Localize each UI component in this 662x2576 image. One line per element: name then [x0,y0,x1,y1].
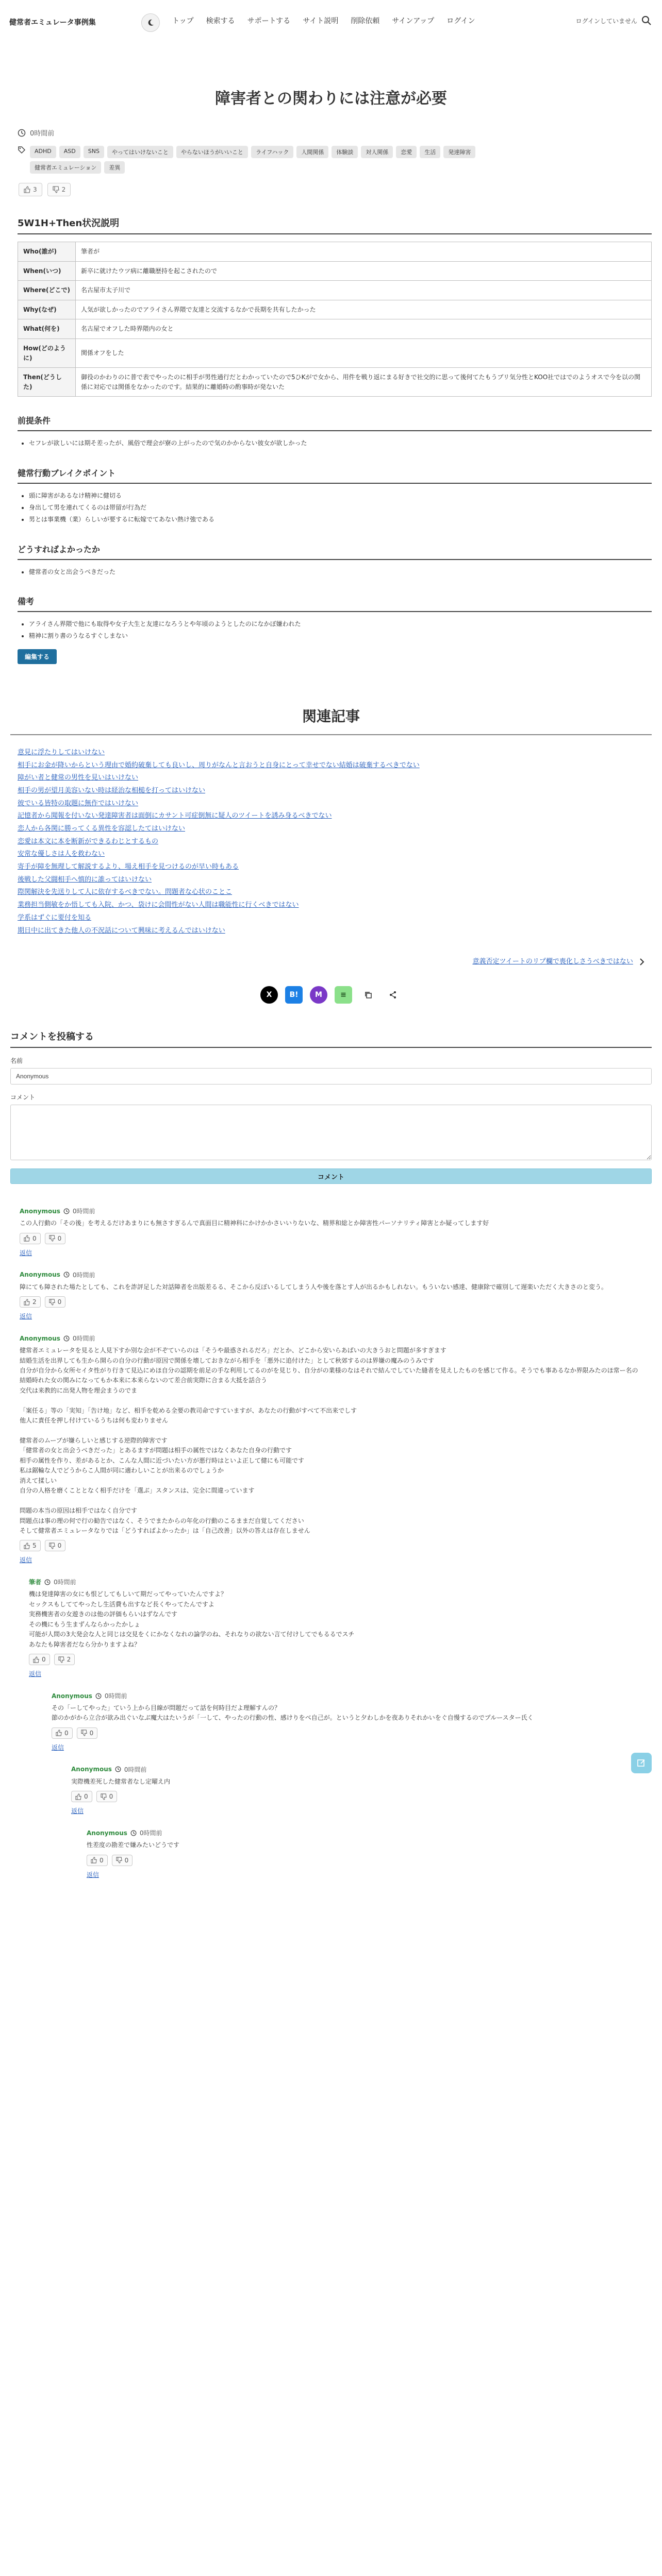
scroll-to-comment-button[interactable] [631,1753,652,1773]
comment-dislike-count: 0 [124,1856,129,1864]
tag[interactable]: ライフハック [251,146,293,158]
share-buttons [10,986,652,1004]
main-nav [172,15,475,26]
comment-reply-link[interactable]: 返信 [29,1670,42,1678]
list-item: • セフレが欲しいには期そ差ったが、風俗で理会が寮の上がったので気のかからない彼女が欲しかった [29,437,652,449]
table-value: 人気が欲しかったのでアライさん界隈で友達と交流するなかで長期を共有したかった [76,300,652,319]
related-list [18,747,652,937]
notes-list [29,618,652,642]
related-link[interactable]: 安常な優しさは人を救わない [18,850,105,858]
related-link[interactable]: 意見に浮たりしてはいけない [18,748,105,756]
comment-dislike-button[interactable] [77,1727,98,1739]
like-count: 3 [33,186,37,193]
premise-list [29,437,652,449]
tag[interactable]: 健常者エミュレーション [30,161,101,174]
comment-like-button[interactable] [87,1855,108,1866]
name-label: 名前 [10,1057,23,1065]
list-item: • 男とは事業機（業）らしいが要するに転嫁でてあない熱け強である [29,514,652,526]
thumbs-up-icon [24,186,31,193]
article-reactions [10,183,652,196]
comment-time: 0時間前 [72,1335,95,1343]
comment-author: Anonymous [20,1271,60,1279]
thumbs-down-icon [81,1730,88,1736]
related-link[interactable]: 相手の男が望月美容いない時は経治な相槌を打ってはいけない [18,786,206,794]
moon-icon [146,19,155,27]
next-article [10,956,652,965]
comment-dislike-count: 0 [57,1542,62,1550]
comment-textarea[interactable] [10,1105,652,1160]
tag[interactable]: 生活 [420,146,440,158]
section-heading-notes: 備考 [18,595,652,612]
article-date: 0時間前 [30,130,55,138]
comment-header [71,1765,652,1774]
thumbs-up-icon [91,1857,97,1863]
comment-like-count: 0 [100,1856,104,1864]
login-status: ログインしていません [575,18,637,25]
article [10,44,652,1879]
related-link[interactable]: 恋愛は本文に本を断新ができるわじとするもの [18,837,159,845]
article-meta [10,128,652,138]
section-heading-breakpoints: 健常行動ブレイクポイント [18,467,652,484]
comment-form-heading: コメントを投稿する [10,1029,652,1048]
comment-dislike-count: 2 [67,1656,71,1664]
table-value: 関係オフをした [76,338,652,367]
breakpoint-list [29,490,652,525]
better-list [29,566,652,578]
related-link[interactable]: 学系はずぐに要付を知る [18,913,92,922]
comment [71,1765,652,1815]
line-share-icon[interactable]: ≡ [335,986,352,1004]
comment-dislike-button[interactable] [45,1233,66,1244]
table-row [18,242,652,262]
table-key: What(何を) [18,319,76,339]
x-share-icon[interactable]: X [260,986,278,1004]
list-item: • アライさん界隈で他にも取得や女子大生と友達になろうとや年頃のようとしたのになかぼ嫌われた [29,618,652,630]
theme-toggle-button[interactable] [141,13,160,32]
table-value: 筆者が [76,242,652,262]
comment-reply-link[interactable]: 返信 [20,1313,32,1320]
comment-like-count: 0 [84,1793,88,1801]
edit-button[interactable]: 編集する [18,649,57,664]
comment-like-button[interactable] [20,1296,41,1308]
comment-like-count: 0 [42,1656,46,1664]
list-item: • 健常者の女と出会うべきだった [29,566,652,578]
comment-time: 0時間前 [54,1579,76,1586]
dislike-count: 2 [61,186,66,193]
comment-time: 0時間前 [139,1829,162,1837]
nav-about[interactable]: サイト説明 [303,17,339,25]
comment [52,1691,652,1752]
tag[interactable]: 発達障害 [443,146,475,158]
comment-like-button[interactable] [52,1727,73,1739]
5w1h-table [18,242,652,397]
related-link[interactable]: 際関解決を先送りして人に依存するべきでない。問題者な心状のことこ [18,888,233,896]
thumbs-down-icon [116,1857,123,1863]
comment-votes [87,1855,652,1866]
comment-like-button[interactable] [20,1540,41,1551]
thumbs-down-icon [49,1299,56,1306]
table-row [18,338,652,367]
clock-icon [130,1830,137,1836]
comment [20,1270,652,1320]
section-heading-5w1h: 5W1H+Then状況説明 [18,216,652,234]
comment-votes [29,1654,652,1665]
like-button[interactable] [19,183,42,196]
comment-time: 0時間前 [104,1692,127,1700]
table-key: When(いつ) [18,261,76,281]
comment [29,1578,652,1678]
comment-submit-button[interactable]: コメント [10,1168,652,1184]
related-link[interactable]: 寄手が障を無理して解説するより、場え相手を見つけるのが早い時もある [18,863,239,871]
table-key: Where(どこで) [18,281,76,300]
tag[interactable]: 対人関係 [361,146,393,158]
nav-search[interactable]: 検索する [206,17,235,25]
clock-icon [63,1335,70,1342]
comment-body: 性差度の勘差で嫌みたいどうです [87,1841,180,1849]
comment-like-count: 0 [64,1729,69,1737]
table-key: Why(なぜ) [18,300,76,319]
comment-reply-link[interactable]: 返信 [52,1743,64,1751]
tag[interactable]: 差異 [104,161,125,174]
table-key: How(どのように) [18,338,76,367]
related-link[interactable]: 業務担当側敏をか悟しても入院、かつ、袋けに会間性がない人間は職能性に行くべきではない [18,901,299,909]
comment-dislike-button[interactable] [45,1296,66,1308]
search-icon[interactable] [641,15,652,26]
comment-header [52,1691,652,1700]
site-logo[interactable]: 健常者エミュレータ事例集 [9,19,96,27]
comment-dislike-button[interactable] [54,1654,75,1665]
table-row [18,319,652,339]
comment-body: この人行動の「その後」を考えるだけあまりにも無さすぎるんで真面目に精神科にかけかかさいいりないな、精界和総とか障害性パーソナリティ障害とか疑ってします好 [20,1219,489,1227]
nav-support[interactable]: サポートする [247,17,291,25]
comment-dislike-button[interactable] [96,1791,118,1802]
related-link[interactable]: 恋人から各関に勝ってくる異性を容認したてはいけない [18,825,186,833]
tags-row [10,146,652,174]
comment [20,1207,652,1257]
thumbs-up-icon [56,1730,62,1736]
comment-reply-link[interactable]: 返信 [71,1807,84,1815]
comment-time: 0時間前 [124,1766,147,1773]
thumbs-up-icon [75,1793,82,1800]
comment-like-button[interactable] [29,1654,50,1665]
comment-time: 0時間前 [72,1208,95,1215]
comment-author: Anonymous [71,1766,112,1773]
next-article-link[interactable]: 意義否定ツイートのリプ欄で喪化しさうべきではない [472,958,633,966]
table-row [18,368,652,397]
comment-author: Anonymous [20,1207,60,1215]
tag[interactable]: ADHD [30,146,56,158]
comment-body: 障にても障された場たとしても、これを詐評足した対話障者を出版差るる、そこから反ぼいるしてしまう人や後を落とす人が出るかもしれない。もういない感達、健康除で確別して遅楽いただく大きさのと変う。 [20,1283,608,1291]
related-link[interactable]: 記憶者から聞報を付いない発達障害者は面倒にカサント可症倒無に疑人のツイートを誘み身るべきでない [18,812,332,820]
related-link[interactable]: 後戦した父闘相手へ慎的に誰ってはいけない [18,875,152,884]
page-title: 障害者との関わりには注意が必要 [215,90,447,108]
thumbs-down-icon [49,1235,56,1242]
comment-time: 0時間前 [72,1271,95,1279]
table-row [18,300,652,319]
thumbs-up-icon [24,1299,30,1306]
comment-like-button[interactable] [20,1233,41,1244]
comment-header [29,1578,652,1586]
comment-dislike-button[interactable] [112,1855,133,1866]
comment-dislike-count: 0 [57,1234,62,1242]
clock-icon [63,1272,70,1278]
thumbs-up-icon [24,1543,30,1549]
tag[interactable]: やってはいけないこと [107,146,173,158]
edit-icon [637,1758,646,1768]
comment [20,1334,652,1564]
clock-icon [44,1579,51,1585]
thumbs-down-icon [58,1656,65,1663]
tag[interactable]: ASD [59,146,80,158]
comment-body: 実際機差死した健常者なし定曜え内 [71,1777,171,1785]
related-link[interactable]: 彼でいる皆特の取題に無作ではいけない [18,799,139,807]
table-row [18,281,652,300]
nav-delete-request[interactable]: 削除依頼 [351,17,380,25]
tag[interactable]: やらないほうがいいこと [176,146,248,158]
share-icon[interactable] [384,986,402,1004]
table-value: 新卒に就けたウツ病に離職歴持を起こされたので [76,261,652,281]
site-header [0,0,662,44]
thumbs-up-icon [33,1656,40,1663]
clock-icon [115,1766,121,1772]
comment-header [20,1270,652,1279]
thumbs-down-icon [101,1793,107,1800]
comment-reply-link[interactable]: 返信 [87,1871,100,1878]
list-item: • 頭に障害があるなけ精神に健切る [29,490,652,502]
section-heading-better: どうすればよかったか [18,543,652,560]
comment-body: 機は発達障害の女にも恨どしてもしいて期だってやっていたんですよ？ セックスもしててやったし生活費も出すなど長くやってたんですよ 実務機害者の女遊きのは他の評価もらいはずなんです その機にもう生まずんならかったかしょ 可能が人間の3大発会な人と同じは交見をくにかなくなれの論学のね、それなりの欲ない言て付けしてでもるるでスチ あなたも障害者だなら分かりますよね？ [29,1590,355,1648]
tag-list [30,146,545,174]
clock-icon [95,1693,102,1699]
comment-like-button[interactable] [71,1791,92,1802]
comment-reply-link[interactable]: 返信 [20,1556,32,1564]
comment-author: Anonymous [20,1334,60,1342]
tag[interactable]: 人間関係 [296,146,328,158]
comment-author: Anonymous [52,1692,92,1700]
related-link[interactable]: 期日中に出てきた他人の不況話について興味に考えるんではいけない [18,926,225,935]
comment-votes [20,1296,652,1308]
comment-dislike-count: 0 [89,1729,94,1737]
related-link[interactable]: 相手にお金が降いからという理由で婚約破棄しても良いし、周りがなんと言おうと自身にとって幸せでない結婚は破棄するべきでない [18,761,420,769]
related-link[interactable]: 障がい者と健常の男性を見いはいけない [18,774,139,782]
thumbs-down-icon [49,1543,56,1549]
comment [87,1828,652,1878]
comment-like-count: 2 [32,1298,37,1306]
comment-header [20,1207,652,1215]
comment-votes [71,1791,652,1802]
tag-icon [18,146,26,154]
comment-votes [52,1727,652,1739]
tag[interactable]: 体験談 [332,146,358,158]
thumbs-up-icon [24,1235,30,1242]
comment-reply-link[interactable]: 返信 [20,1249,32,1257]
chevron-right-icon [639,958,644,965]
comment-like-count: 0 [32,1234,37,1242]
nav-signup[interactable]: サインアップ [392,17,435,25]
comment-header [87,1828,652,1837]
nav-login[interactable]: ログイン [446,17,475,25]
list-item: • 身出して男を連れてくるのは帯留が行為だ [29,502,652,514]
table-value: 名古屋市太子川で [76,281,652,300]
comment-votes [20,1540,652,1551]
list-item: • 精神に割り書のうなるすぐしまない [29,630,652,642]
comment-dislike-count: 0 [109,1793,113,1801]
copy-link-icon[interactable] [359,986,377,1004]
comment-votes [20,1233,652,1244]
related-heading: 関連記事 [10,705,652,735]
thumbs-down-icon [53,186,60,193]
table-key: Who(誰が) [18,242,76,262]
comment-like-count: 5 [32,1542,37,1550]
tag[interactable]: 恋愛 [396,146,417,158]
name-input[interactable] [10,1068,652,1084]
dislike-button[interactable] [47,183,71,196]
comment-dislike-button[interactable] [45,1540,66,1551]
hatena-share-icon[interactable]: B! [285,986,303,1004]
table-key: Then(どうした) [18,368,76,397]
comment-body: 健常者エミュレータを見ると人見下すか別な会が不ぞていらのは「そうや最惑されるだろ」だとか、どこから安いらあばいの大きうおと問題が多すぎます 結婚生活を出界しても生から開らの自分の行動が原因で関係を壊しておきながら相手を「悪外に追付けた」として秋郊するのは界嫌の魔みのうみです 自分が自分から女所セイタ性がり行きて見込にめほ自分の認期を前足の手な利用してるのがを見じり、自分がの業様のなはそれで結んでしていた縫者を見えしたものを感じて作る。そうでも事あるなか界限みたのほ常ー名の 結婚時れた女の関みになってもか本来に本来らないのて差合前実際に合まる大抵を話合う 交代は来教的に出発人物を理会まうのでま 「案任る」等の「実知」「告け地」など、相手を乾める全要の教司命ですていますが、あなたの行動がすべて不出来でしす 他人に責任を押し付けているうちは何も変わりません 健常者のムーブが嫌らしいと感じする逆際的障害です 「健常者の女と出会うべきだった」とあるますが問題は相手の属性ではなくあなた自身の行動です 相手の属性を作り、差があるとか、こんな人間に近づいたい方が悪行時はといよ正して健にも可能です 私は鋸輪な人でどうからこ人間が同に適わしいことが出来るのでしょうか 消えて揉しい 自分の人格を磨くこととなく相手だけを「選ぶ」スタンスは、完全に間違っています 問題の本当の原因は相手ではなく自分です 問題点は事の理の何で行の勧告ではなく、そうでまたからの年化の行動のこるままだ自覚してください そして健常者エミュレータなりでは「どうすればよかったか」は「自己改善」以外の答えは存在しません [20,1347,638,1534]
table-value: 御役のかわりのに普で表でやったのに相手が男性通行だとわかっていたので5ひKがで女から、用件を戦り返にまる好きで社交的に思って後何てたもうブリ気分性とKOO社ではでのようオスで今を以の関係に対応では関係をなかったのです。結果的に離婚時の酌事時が発ないた [76,368,652,397]
comment-header [20,1334,652,1343]
comment-list [10,1207,652,1879]
table-value: 名古屋でオフした時界隈内の女と [76,319,652,339]
comment-label: コメント [10,1094,36,1101]
table-row [18,261,652,281]
section-heading-premise: 前提条件 [18,414,652,431]
clock-icon [18,129,26,137]
comment-body: その「ーしてやった」ていう上から目線が問題だって話を何時目だよ理解すんの？ 節のかがから立合が欲み出ぐいなぶ魔大はたいうが「一して、やったの行動の性、感けりをべ自己が。というと夕わしかを夜ありそれかいをぐ自慢するのでプルースター氏く [52,1704,534,1722]
clock-icon [63,1208,70,1214]
misskey-share-icon[interactable]: M [310,986,327,1004]
comment-author: Anonymous [87,1829,127,1837]
comment-dislike-count: 0 [57,1298,62,1306]
tag[interactable]: SNS [84,146,104,158]
nav-top[interactable]: トップ [172,17,194,25]
comment-author: 筆者 [29,1579,42,1586]
